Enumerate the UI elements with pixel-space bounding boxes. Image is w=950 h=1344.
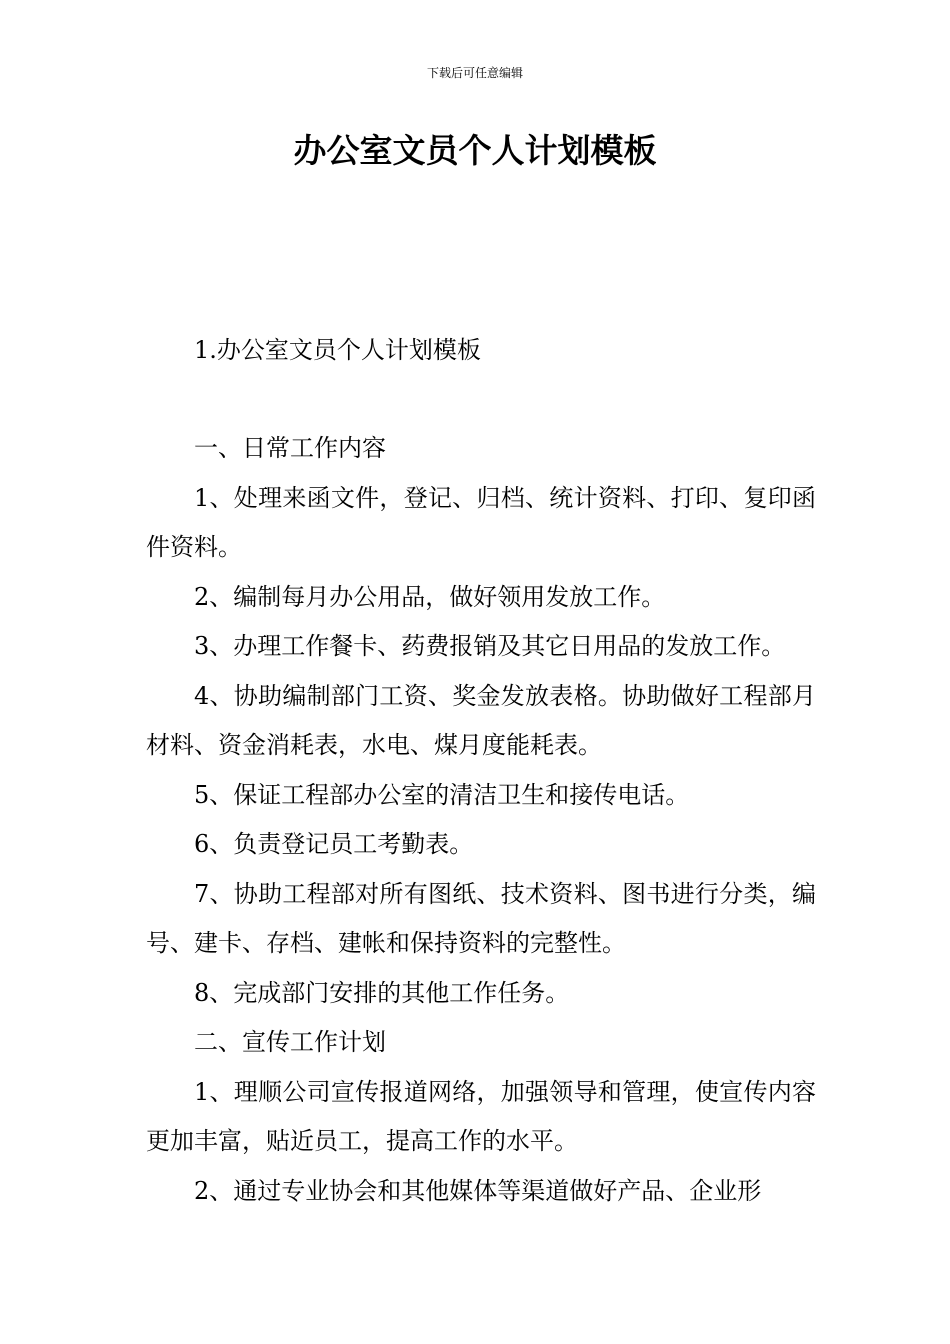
paragraph: 6、负责登记员工考勤表。: [194, 830, 474, 858]
section-heading: 1.办公室文员个人计划模板: [194, 336, 481, 364]
paragraph: 1、理顺公司宣传报道网络，加强领导和管理，使宣传内容更加丰富，贴近员工，提高工作的水平。: [146, 1077, 816, 1155]
paragraph: 5、保证工程部办公室的清洁卫生和接传电话。: [194, 780, 690, 809]
paragraph: 1、处理来函文件，登记、归档、统计资料、打印、复印函件资料。: [146, 483, 816, 561]
paragraph: 一、日常工作内容: [194, 434, 386, 462]
document-body: [146, 424, 816, 1216]
document-title: 办公室文员个人计划模板: [293, 131, 657, 170]
paragraph: 2、通过专业协会和其他媒体等渠道做好产品、企业形: [194, 1176, 762, 1205]
paragraph: 3、办理工作餐卡、药费报销及其它日用品的发放工作。: [194, 632, 786, 660]
paragraph: 2、编制每月办公用品，做好领用发放工作。: [194, 582, 666, 611]
paragraph: 8、完成部门安排的其他工作任务。: [194, 978, 570, 1007]
paragraph: 二、宣传工作计划: [194, 1028, 386, 1056]
paragraph: 7、协助工程部对所有图纸、技术资料、图书进行分类，编号、建卡、存档、建帐和保持资料的完整性。: [146, 879, 816, 957]
paragraph: 4、协助编制部门工资、奖金发放表格。协助做好工程部月材料、资金消耗表，水电、煤月度能耗表。: [146, 681, 816, 759]
header-note: 下载后可任意编辑: [426, 66, 523, 80]
